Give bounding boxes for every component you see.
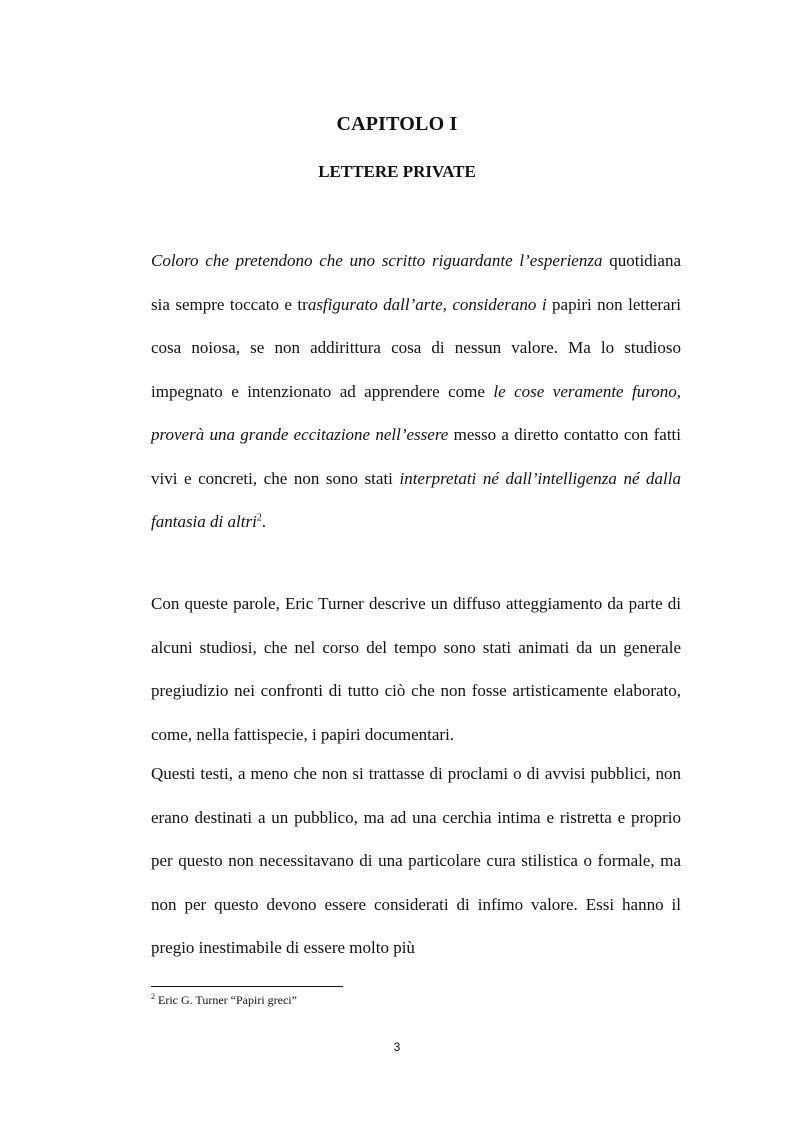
quote-end: . — [261, 512, 267, 531]
quote-text-italic: Coloro che pretendono che uno scritto riguardante l’esperienza — [151, 251, 603, 270]
body-paragraph: Questi testi, a meno che non si trattasse di proclami o di avvisi pubblici, non erano destinati a un pubblico, ma ad una cerchia intima e ristretta e proprio per questo non necessitavano di una particolare cura stilistica o formale, ma non per questo devono essere considerati di infimo valore. Essi hanno il pregio inestimabile di essere molto più — [151, 764, 681, 957]
body-paragraph: Con queste parole, Eric Turner descrive un diffuso atteggiamento da parte di alcuni studiosi, che nel corso del tempo sono stati animati da un generale pregiudizio nei confronti di tutto ciò che non fosse artisticamente elaborato, come, nella fattispecie, i papiri documentari. — [151, 594, 681, 744]
quote-text: messo a diretto contatto con fatti vivi e concreti, che non sono stati — [151, 425, 681, 488]
quote-paragraph — [151, 239, 681, 544]
footnote — [151, 993, 297, 1008]
footnote-reference[interactable]: 2 — [256, 512, 262, 524]
footnote-text: Eric G. Turner “Papiri greci” — [155, 993, 297, 1007]
page-number: 3 — [393, 1040, 401, 1054]
footnote-number: 2 — [151, 992, 155, 1001]
section-title: LETTERE PRIVATE — [318, 162, 476, 181]
footnote-divider — [151, 986, 343, 987]
quote-text-italic: le cose veramente furono, proverà una grande eccitazione nell’essere — [151, 381, 681, 444]
quote-text: quotidiana sia sempre toccato e tr — [151, 251, 681, 314]
quote-text-italic: asfigurato dall’arte, considerano i — [307, 294, 547, 314]
quote-text: papiri non letterari cosa noiosa, se non addirittura cosa di nessun valore. Ma lo studioso impegnato e intenzionato ad apprendere come — [151, 294, 681, 401]
chapter-title: CAPITOLO I — [336, 113, 458, 135]
quote-text-italic: interpretati né dall’intelligenza né dalla fantasia di altri — [151, 468, 681, 531]
